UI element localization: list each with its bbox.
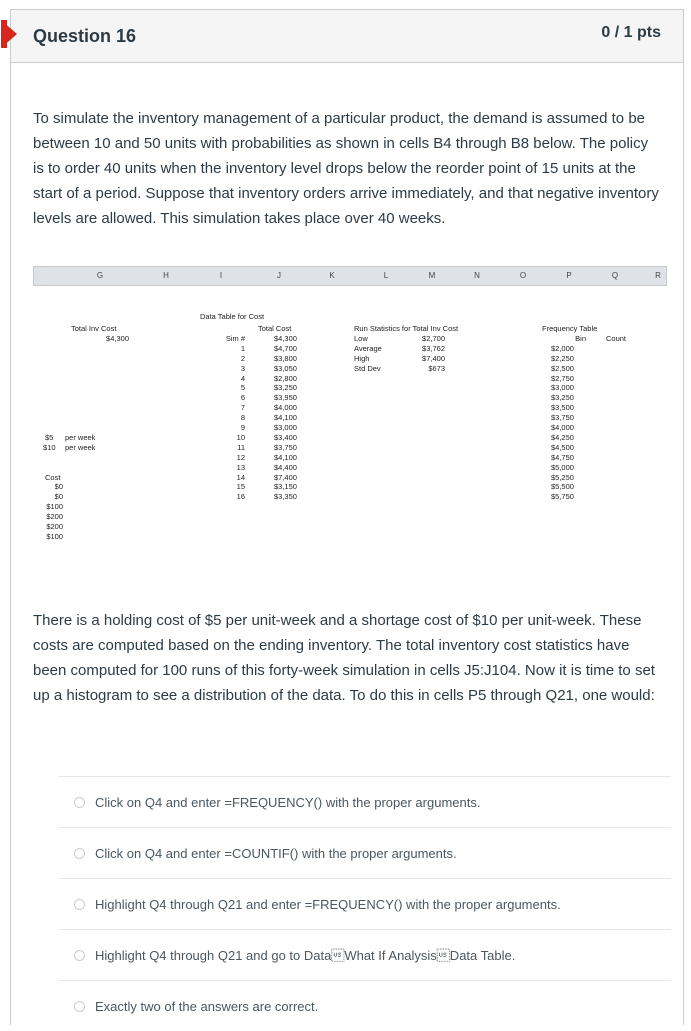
bin-value: $2,500: [551, 363, 574, 373]
total-cost-value: $3,400: [274, 432, 297, 442]
total-cost-value: $3,950: [274, 393, 297, 403]
sim-number: 1: [240, 343, 245, 353]
run-stats-title: Run Statistics for Total Inv Cost: [354, 324, 459, 333]
total-cost-value: $4,000: [274, 403, 297, 413]
bin-value: $3,500: [551, 403, 574, 413]
run-stat-value: $2,700: [422, 333, 445, 343]
column-header: O: [519, 271, 527, 280]
total-cost-value: $4,100: [274, 452, 297, 462]
radio-button[interactable]: [74, 950, 85, 961]
bin-value: $4,750: [551, 452, 574, 462]
sim-number: 3: [240, 363, 245, 373]
run-stat-label: Low: [354, 333, 368, 343]
sim-number: 4: [240, 373, 245, 383]
per-week-amount: $5: [45, 432, 54, 442]
run-stat-value: $7,400: [422, 353, 445, 363]
answer-option[interactable]: [59, 827, 671, 878]
sim-number: 13: [236, 462, 245, 472]
total-cost-value: $3,050: [274, 363, 297, 373]
answer-option[interactable]: [59, 878, 671, 929]
sim-number: 2: [240, 353, 245, 363]
radio-button[interactable]: [74, 797, 85, 808]
per-week-amount: $10: [43, 442, 56, 452]
total-cost-value: $3,000: [274, 423, 297, 432]
bin-value: $2,750: [551, 373, 574, 383]
per-week-label: per week: [65, 442, 96, 452]
cost-value: $0: [54, 492, 63, 502]
total-cost-value: $4,100: [274, 413, 297, 423]
sim-number: 11: [237, 442, 245, 452]
bin-value: $5,250: [551, 472, 574, 482]
run-stat-label: Average: [354, 343, 382, 353]
column-header: P: [566, 271, 572, 280]
total-cost-value: $4,700: [274, 343, 297, 353]
column-headers: [33, 266, 667, 286]
column-header: M: [428, 271, 436, 280]
per-week-label: per week: [65, 432, 96, 442]
answer-label: Click on Q4 and enter =FREQUENCY() with the proper arguments.: [95, 795, 481, 810]
total-inv-cost-value: $4,300: [106, 333, 129, 343]
sim-number: 12: [236, 452, 245, 462]
total-cost-value: $3,150: [274, 482, 297, 492]
total-cost-value: $7,400: [274, 472, 297, 482]
total-inv-cost-label: Total Inv Cost: [71, 324, 117, 333]
total-cost-value: $3,250: [274, 383, 297, 393]
answer-label: Highlight Q4 through Q21 and enter =FREQUENCY() with the proper arguments.: [95, 897, 561, 912]
cost-header: Cost: [45, 472, 61, 482]
sim-number: 16: [236, 492, 245, 502]
question-points: 0 / 1 pts: [601, 24, 661, 41]
run-stat-label: High: [354, 353, 370, 363]
column-header: I: [219, 271, 223, 280]
answer-label: Click on Q4 and enter =COUNTIF() with the proper arguments.: [95, 846, 457, 861]
sim-number: 6: [240, 393, 245, 403]
cost-value: $0: [54, 482, 63, 492]
cost-value: $100: [46, 502, 63, 512]
sim-number: 8: [240, 413, 245, 423]
spreadsheet-image: [33, 266, 667, 576]
question-title: Question 16: [33, 26, 137, 46]
total-cost-value: $4,300: [274, 333, 297, 343]
column-header: G: [96, 271, 104, 280]
bin-header: Bin: [575, 333, 586, 343]
bin-value: $3,000: [551, 383, 574, 393]
bin-value: $5,500: [551, 482, 574, 492]
total-cost-value: $3,750: [274, 442, 297, 452]
column-header: N: [474, 271, 480, 280]
answer-option[interactable]: [59, 776, 671, 827]
answer-label: Highlight Q4 through Q21 and go to Data What If Analysis Data Table.: [95, 948, 516, 963]
flag-icon: [1, 20, 17, 48]
sim-number: 7: [240, 403, 245, 413]
bin-value: $3,750: [551, 413, 574, 423]
total-cost-value: $2,800: [274, 373, 297, 383]
answer-option[interactable]: [59, 980, 671, 1031]
cost-value: $200: [46, 522, 63, 531]
radio-button[interactable]: [74, 1001, 85, 1012]
count-header: Count: [606, 333, 627, 343]
question-followup: There is a holding cost of $5 per unit-week and a shortage cost of $10 per unit-week. These costs are computed based on the ending inventory. The total inventory cost statistics have been computed for 100 runs of this forty-week simulation in cells J5:J104. Now it is time to set up a histogram to see a distribution of the data. To do this in cells P5 through Q21, one would:: [33, 612, 655, 704]
run-stat-value: $673: [428, 363, 445, 373]
bin-value: $2,250: [551, 353, 574, 363]
question-intro: To simulate the inventory management of a particular product, the demand is assumed to be between 10 and 50 units with probabilities as shown in cells B4 through B8 below. The policy is to order 40 units when the inventory level drops below the reorder point of 15 units at the start of a period. Suppose that inventory orders arrive immediately, and that negative inventory levels are allowed. This simulation takes place over 40 weeks.: [33, 110, 659, 227]
total-cost-value: $3,350: [274, 492, 297, 502]
sim-number: 10: [236, 432, 245, 442]
question-header: [11, 10, 683, 63]
freq-table-title: Frequency Table: [542, 324, 598, 333]
sim-number: 15: [236, 482, 245, 492]
column-header: K: [329, 271, 335, 280]
sim-number: 5: [240, 383, 245, 393]
total-cost-header: Total Cost: [258, 324, 292, 333]
sim-number: 9: [240, 423, 245, 432]
bin-value: $5,750: [551, 492, 574, 502]
column-header: L: [383, 271, 389, 280]
answer-label: Exactly two of the answers are correct.: [95, 999, 319, 1014]
bin-value: $2,000: [551, 343, 574, 353]
cost-value: $100: [46, 531, 63, 541]
total-cost-value: $4,400: [274, 462, 297, 472]
bin-value: $4,250: [551, 432, 574, 442]
data-table-title: Data Table for Cost: [200, 312, 265, 322]
question-card: [10, 9, 684, 1025]
bin-value: $4,500: [551, 442, 574, 452]
sim-number: 14: [236, 472, 245, 482]
bin-value: $3,250: [551, 393, 574, 403]
cost-value: $200: [46, 512, 63, 522]
column-header: Q: [611, 271, 619, 280]
run-stat-label: Std Dev: [354, 363, 381, 373]
run-stat-value: $3,762: [422, 343, 445, 353]
answer-option[interactable]: [59, 929, 671, 980]
bin-value: $4,000: [551, 423, 574, 432]
column-header: R: [655, 271, 661, 280]
column-header: J: [277, 271, 281, 280]
column-header: H: [163, 271, 169, 280]
radio-button[interactable]: [74, 848, 85, 859]
total-cost-value: $3,800: [274, 353, 297, 363]
radio-button[interactable]: [74, 899, 85, 910]
bin-value: $5,000: [551, 462, 574, 472]
sim-header: Sim #: [225, 333, 245, 343]
